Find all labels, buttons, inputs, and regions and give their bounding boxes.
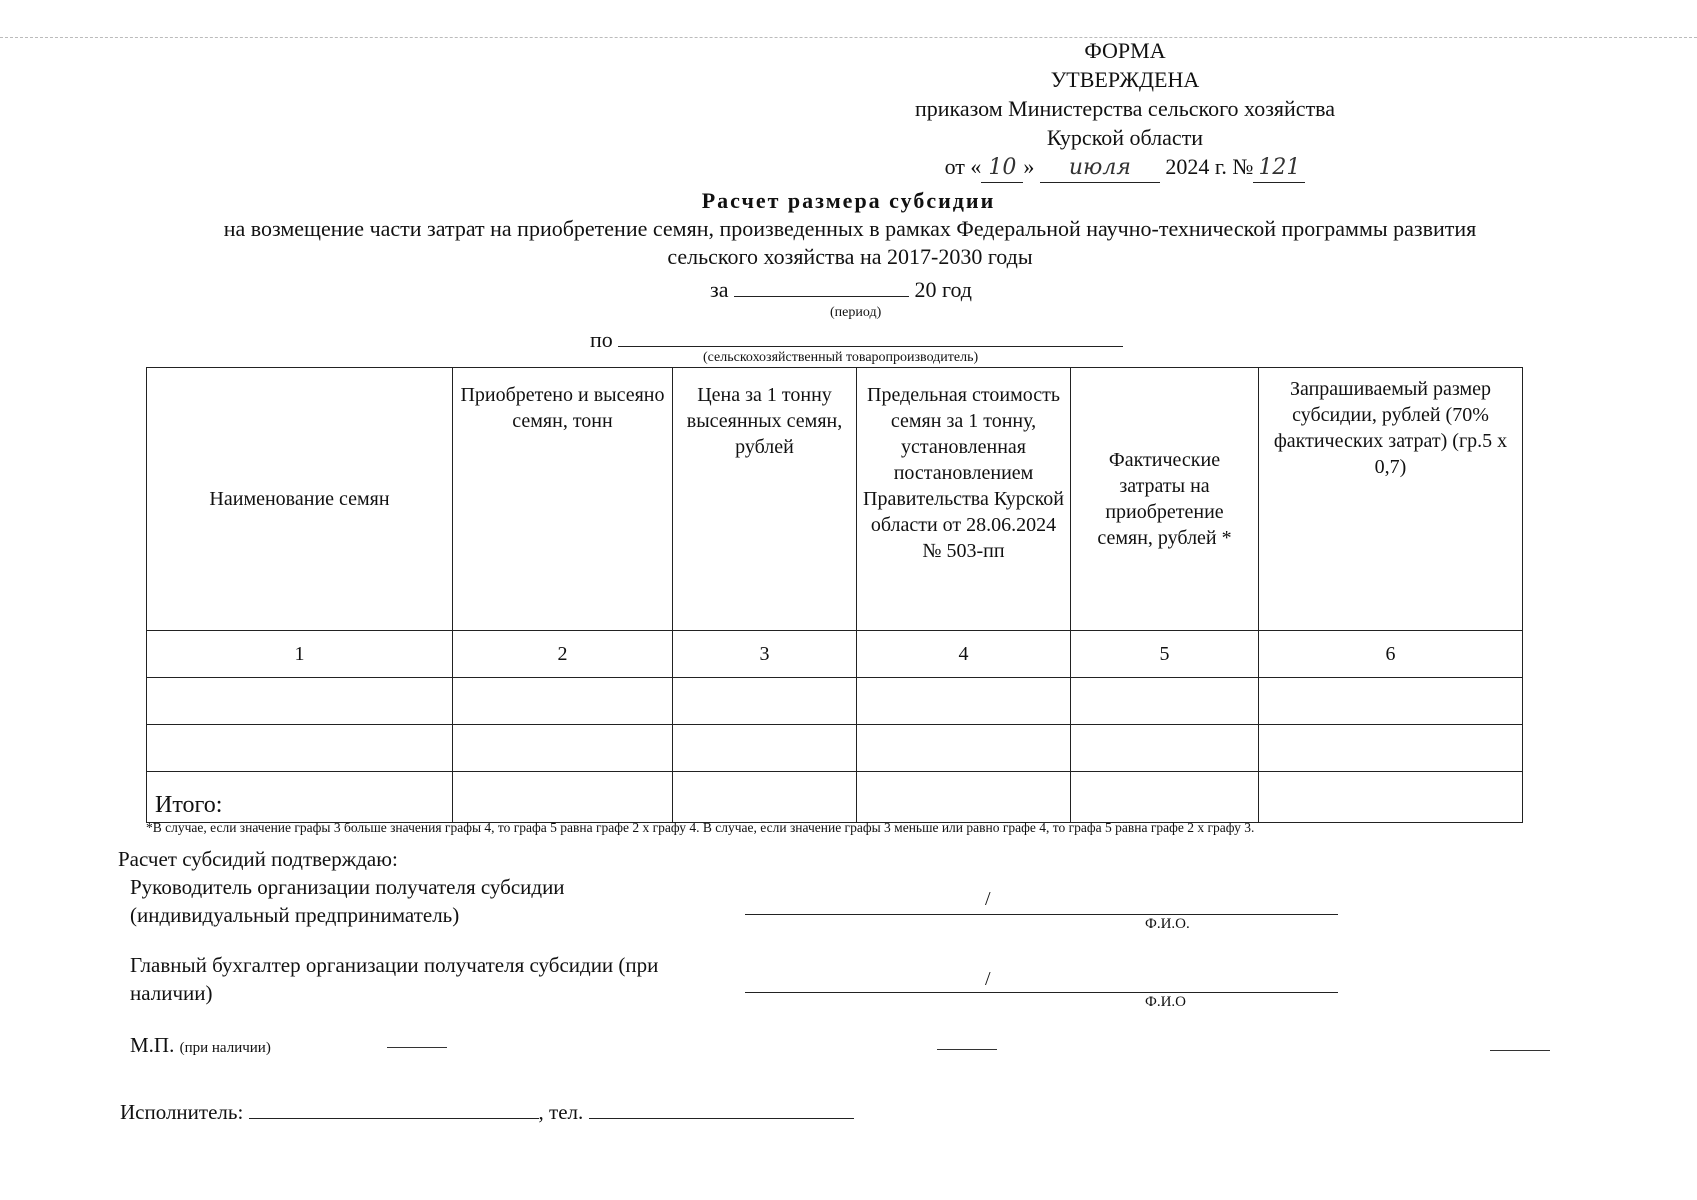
table-cell[interactable] xyxy=(453,725,673,772)
head-label xyxy=(130,873,565,929)
table-row xyxy=(147,678,1523,725)
table-cell[interactable] xyxy=(453,678,673,725)
period-prefix: за xyxy=(710,277,729,302)
table-cell[interactable] xyxy=(1259,772,1523,823)
col-number: 1 xyxy=(147,631,453,678)
accountant-signature-line[interactable] xyxy=(745,992,1338,993)
table-cell[interactable] xyxy=(147,725,453,772)
subsidy-table xyxy=(146,367,1523,823)
col-number: 3 xyxy=(673,631,857,678)
executor-field[interactable] xyxy=(249,1100,539,1119)
col-number: 4 xyxy=(857,631,1071,678)
table-cell[interactable] xyxy=(453,772,673,823)
stamp-dash xyxy=(937,1049,997,1050)
footnote: *В случае, если значение графы 3 больше значения графы 4, то графа 5 равна графе 2 х графу 4. В случае, если значение графы 3 меньше или равно графе 4, то графа 5 равна графе 2 х графу 3. xyxy=(146,820,1255,835)
stamp-line xyxy=(130,1033,271,1058)
table-cell[interactable] xyxy=(857,772,1071,823)
total-label: Итого: xyxy=(147,772,453,823)
table-number-row xyxy=(147,631,1523,678)
head-fio-caption: Ф.И.О. xyxy=(1145,916,1190,932)
table-total-row xyxy=(147,772,1523,823)
subtitle-line-2: сельского хозяйства на 2017-2030 годы xyxy=(667,244,1033,269)
stamp-note: (при наличии) xyxy=(179,1040,271,1056)
table-cell[interactable] xyxy=(1071,678,1259,725)
table-cell[interactable] xyxy=(673,678,857,725)
head-label-line-2: (индивидуальный предприниматель) xyxy=(130,903,460,927)
confirm-label: Расчет субсидий подтверждаю: xyxy=(118,847,398,871)
head-signature-line[interactable] xyxy=(745,914,1338,915)
date-day: 10 xyxy=(981,154,1023,183)
col-header-sown-tons: Приобретено и высеяно семян, тонн xyxy=(453,368,673,631)
head-signature-slash: / xyxy=(985,888,991,910)
table-cell[interactable] xyxy=(673,725,857,772)
col-header-actual-costs: Фактические затраты на приобретение семян, рублей * xyxy=(1071,368,1259,631)
table-row xyxy=(147,725,1523,772)
head-label-line-1: Руководитель организации получателя субсидии xyxy=(130,875,565,899)
accountant-signature-slash: / xyxy=(985,968,991,990)
col-header-max-cost: Предельная стоимость семян за 1 тонну, установленная постановлением Правительства Курской области от 28.06.2024 № 503-пп xyxy=(857,368,1071,631)
producer-field[interactable] xyxy=(618,326,1123,347)
header-date-line xyxy=(800,153,1450,183)
header-approved: УТВЕРЖДЕНА xyxy=(1050,67,1200,92)
header-order-line: приказом Министерства сельского хозяйства xyxy=(914,96,1336,121)
header-region: Курской области xyxy=(1046,125,1204,150)
period-caption: (период) xyxy=(830,305,882,320)
document-title: Расчет размера субсидии xyxy=(701,188,996,213)
table-cell[interactable] xyxy=(1071,772,1259,823)
accountant-fio-caption: Ф.И.О xyxy=(1145,994,1187,1010)
order-number: 121 xyxy=(1253,154,1305,183)
table-cell[interactable] xyxy=(857,725,1071,772)
header-forma: ФОРМА xyxy=(1084,38,1166,63)
date-month: июля xyxy=(1040,154,1160,183)
date-mid: » xyxy=(1023,154,1035,179)
stamp-dash xyxy=(1490,1050,1550,1051)
phone-field[interactable] xyxy=(589,1100,854,1119)
period-year: 20 год xyxy=(914,277,973,302)
table-cell[interactable] xyxy=(673,772,857,823)
date-prefix: от « xyxy=(944,154,982,179)
col-header-seed-name: Наименование семян xyxy=(147,368,453,631)
executor-line xyxy=(120,1100,854,1125)
document-subtitle xyxy=(100,215,1600,271)
stamp-dash xyxy=(387,1047,447,1048)
table-cell[interactable] xyxy=(147,678,453,725)
accountant-label-line-1: Главный бухгалтер организации получателя субсидии (при xyxy=(130,953,659,977)
accountant-label-line-2: наличии) xyxy=(130,981,213,1005)
stamp-label: М.П. xyxy=(130,1033,175,1057)
producer-caption: (сельскохозяйственный товаропроизводитель) xyxy=(703,350,979,365)
accountant-label xyxy=(130,951,658,1007)
executor-label: Исполнитель: xyxy=(120,1100,244,1124)
period-field[interactable] xyxy=(734,276,909,297)
table-cell[interactable] xyxy=(1071,725,1259,772)
col-number: 2 xyxy=(453,631,673,678)
col-header-price-per-ton: Цена за 1 тонну высеянных семян, рублей xyxy=(673,368,857,631)
producer-line xyxy=(590,326,1123,353)
col-header-requested-subsidy: Запрашиваемый размер субсидии, рублей (70% фактических затрат) (гр.5 х 0,7) xyxy=(1259,368,1523,631)
table-cell[interactable] xyxy=(1259,678,1523,725)
phone-label: , тел. xyxy=(538,1100,584,1124)
col-number: 6 xyxy=(1259,631,1523,678)
date-year: 2024 г. № xyxy=(1165,154,1254,179)
col-number: 5 xyxy=(1071,631,1259,678)
table-cell[interactable] xyxy=(857,678,1071,725)
subtitle-line-1: на возмещение части затрат на приобретение семян, произведенных в рамках Федеральной научно-технической программы развития xyxy=(223,216,1477,241)
table-header-row xyxy=(147,368,1523,631)
table-cell[interactable] xyxy=(1259,725,1523,772)
period-line xyxy=(710,276,972,303)
producer-prefix: по xyxy=(590,327,613,352)
